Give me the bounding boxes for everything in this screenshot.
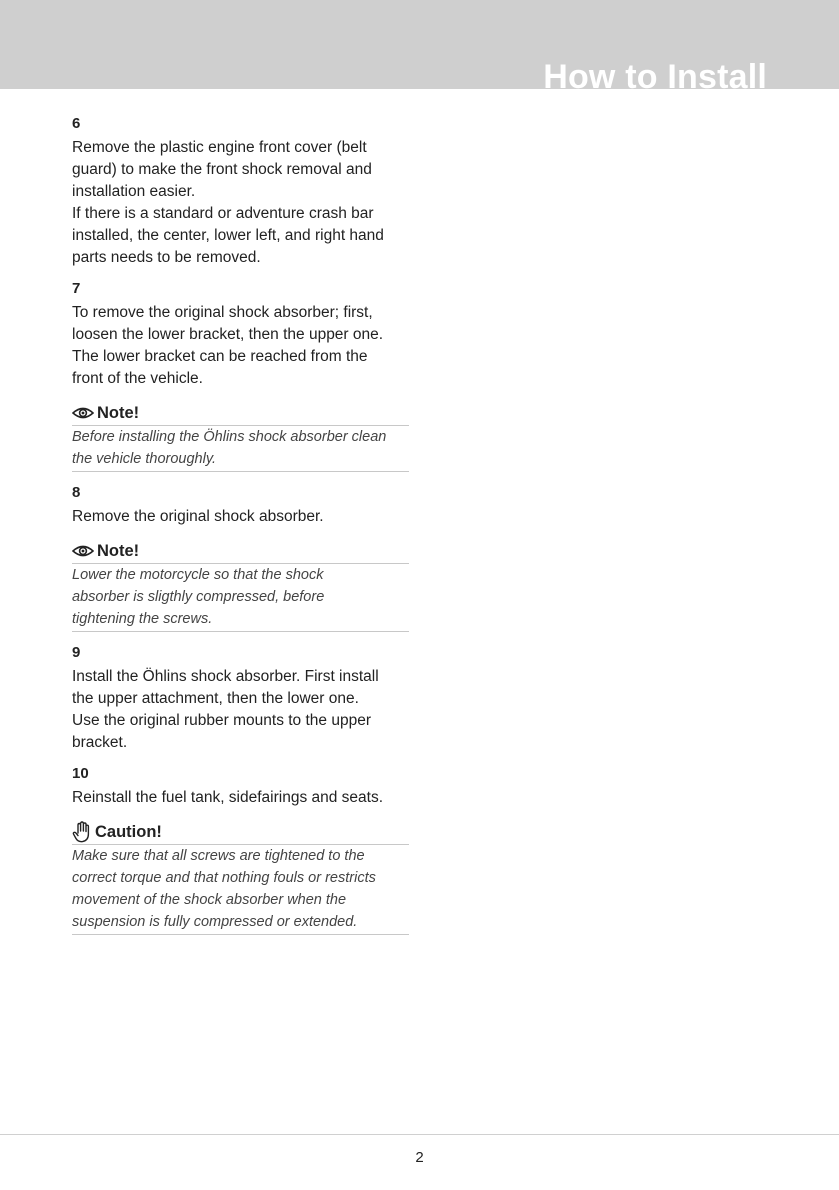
note-line: the vehicle thoroughly. (72, 451, 217, 467)
step-line: To remove the original shock absorber; first, (72, 304, 373, 321)
step-line: the upper attachment, then the lower one. (72, 690, 359, 707)
step-text (72, 302, 409, 390)
step-7 (72, 278, 409, 390)
caution-line: movement of the shock absorber when the (72, 892, 347, 908)
step-9 (72, 642, 409, 754)
header-band (0, 0, 839, 89)
note-line: Lower the motorcycle so that the shock (72, 567, 324, 583)
eye-icon (72, 544, 94, 558)
caution-line: suspension is fully compressed or extended. (72, 914, 358, 930)
step-8 (72, 482, 409, 528)
note-title: Note! (97, 404, 140, 422)
step-text (72, 506, 409, 528)
step-number: 7 (72, 280, 81, 297)
page-title: How to Install (543, 58, 767, 89)
step-line: Remove the plastic engine front cover (belt (72, 139, 367, 156)
step-number: 6 (72, 115, 81, 132)
step-text (72, 137, 409, 269)
hand-icon (72, 821, 92, 843)
note-heading (72, 402, 409, 426)
note-box (72, 540, 409, 632)
note-line: Before installing the Öhlins shock absorber clean (72, 429, 387, 445)
note-text (72, 564, 409, 632)
instructions-column (72, 113, 409, 945)
caution-title: Caution! (95, 823, 162, 841)
step-line: front of the vehicle. (72, 370, 203, 387)
step-10 (72, 763, 409, 809)
step-line: bracket. (72, 734, 128, 751)
caution-line: correct torque and that nothing fouls or restricts (72, 870, 376, 886)
step-line: Remove the original shock absorber. (72, 508, 324, 525)
step-number: 8 (72, 484, 81, 501)
step-line: guard) to make the front shock removal and (72, 161, 372, 178)
note-line: tightening the screws. (72, 611, 213, 627)
page-number: 2 (415, 1149, 424, 1166)
footer-divider (0, 1134, 839, 1135)
eye-icon (72, 406, 94, 420)
step-line: loosen the lower bracket, then the upper one. (72, 326, 384, 343)
caution-heading (72, 821, 409, 845)
step-text (72, 666, 409, 754)
caution-text (72, 845, 409, 935)
step-line: Use the original rubber mounts to the upper (72, 712, 371, 729)
step-number: 9 (72, 644, 81, 661)
step-line: If there is a standard or adventure crash bar (72, 205, 374, 222)
step-text (72, 787, 409, 809)
note-box (72, 402, 409, 472)
step-line: installed, the center, lower left, and right hand (72, 227, 384, 244)
step-6 (72, 113, 409, 269)
note-line: absorber is sligthly compressed, before (72, 589, 325, 605)
step-line: Install the Öhlins shock absorber. First install (72, 668, 379, 685)
step-line: The lower bracket can be reached from the (72, 348, 368, 365)
step-line: installation easier. (72, 183, 196, 200)
step-line: parts needs to be removed. (72, 249, 261, 266)
note-text (72, 426, 409, 472)
step-number: 10 (72, 765, 89, 782)
step-line: Reinstall the fuel tank, sidefairings and seats. (72, 789, 384, 806)
note-title: Note! (97, 542, 140, 560)
note-heading (72, 540, 409, 564)
caution-box (72, 821, 409, 935)
caution-line: Make sure that all screws are tightened to the (72, 848, 365, 864)
